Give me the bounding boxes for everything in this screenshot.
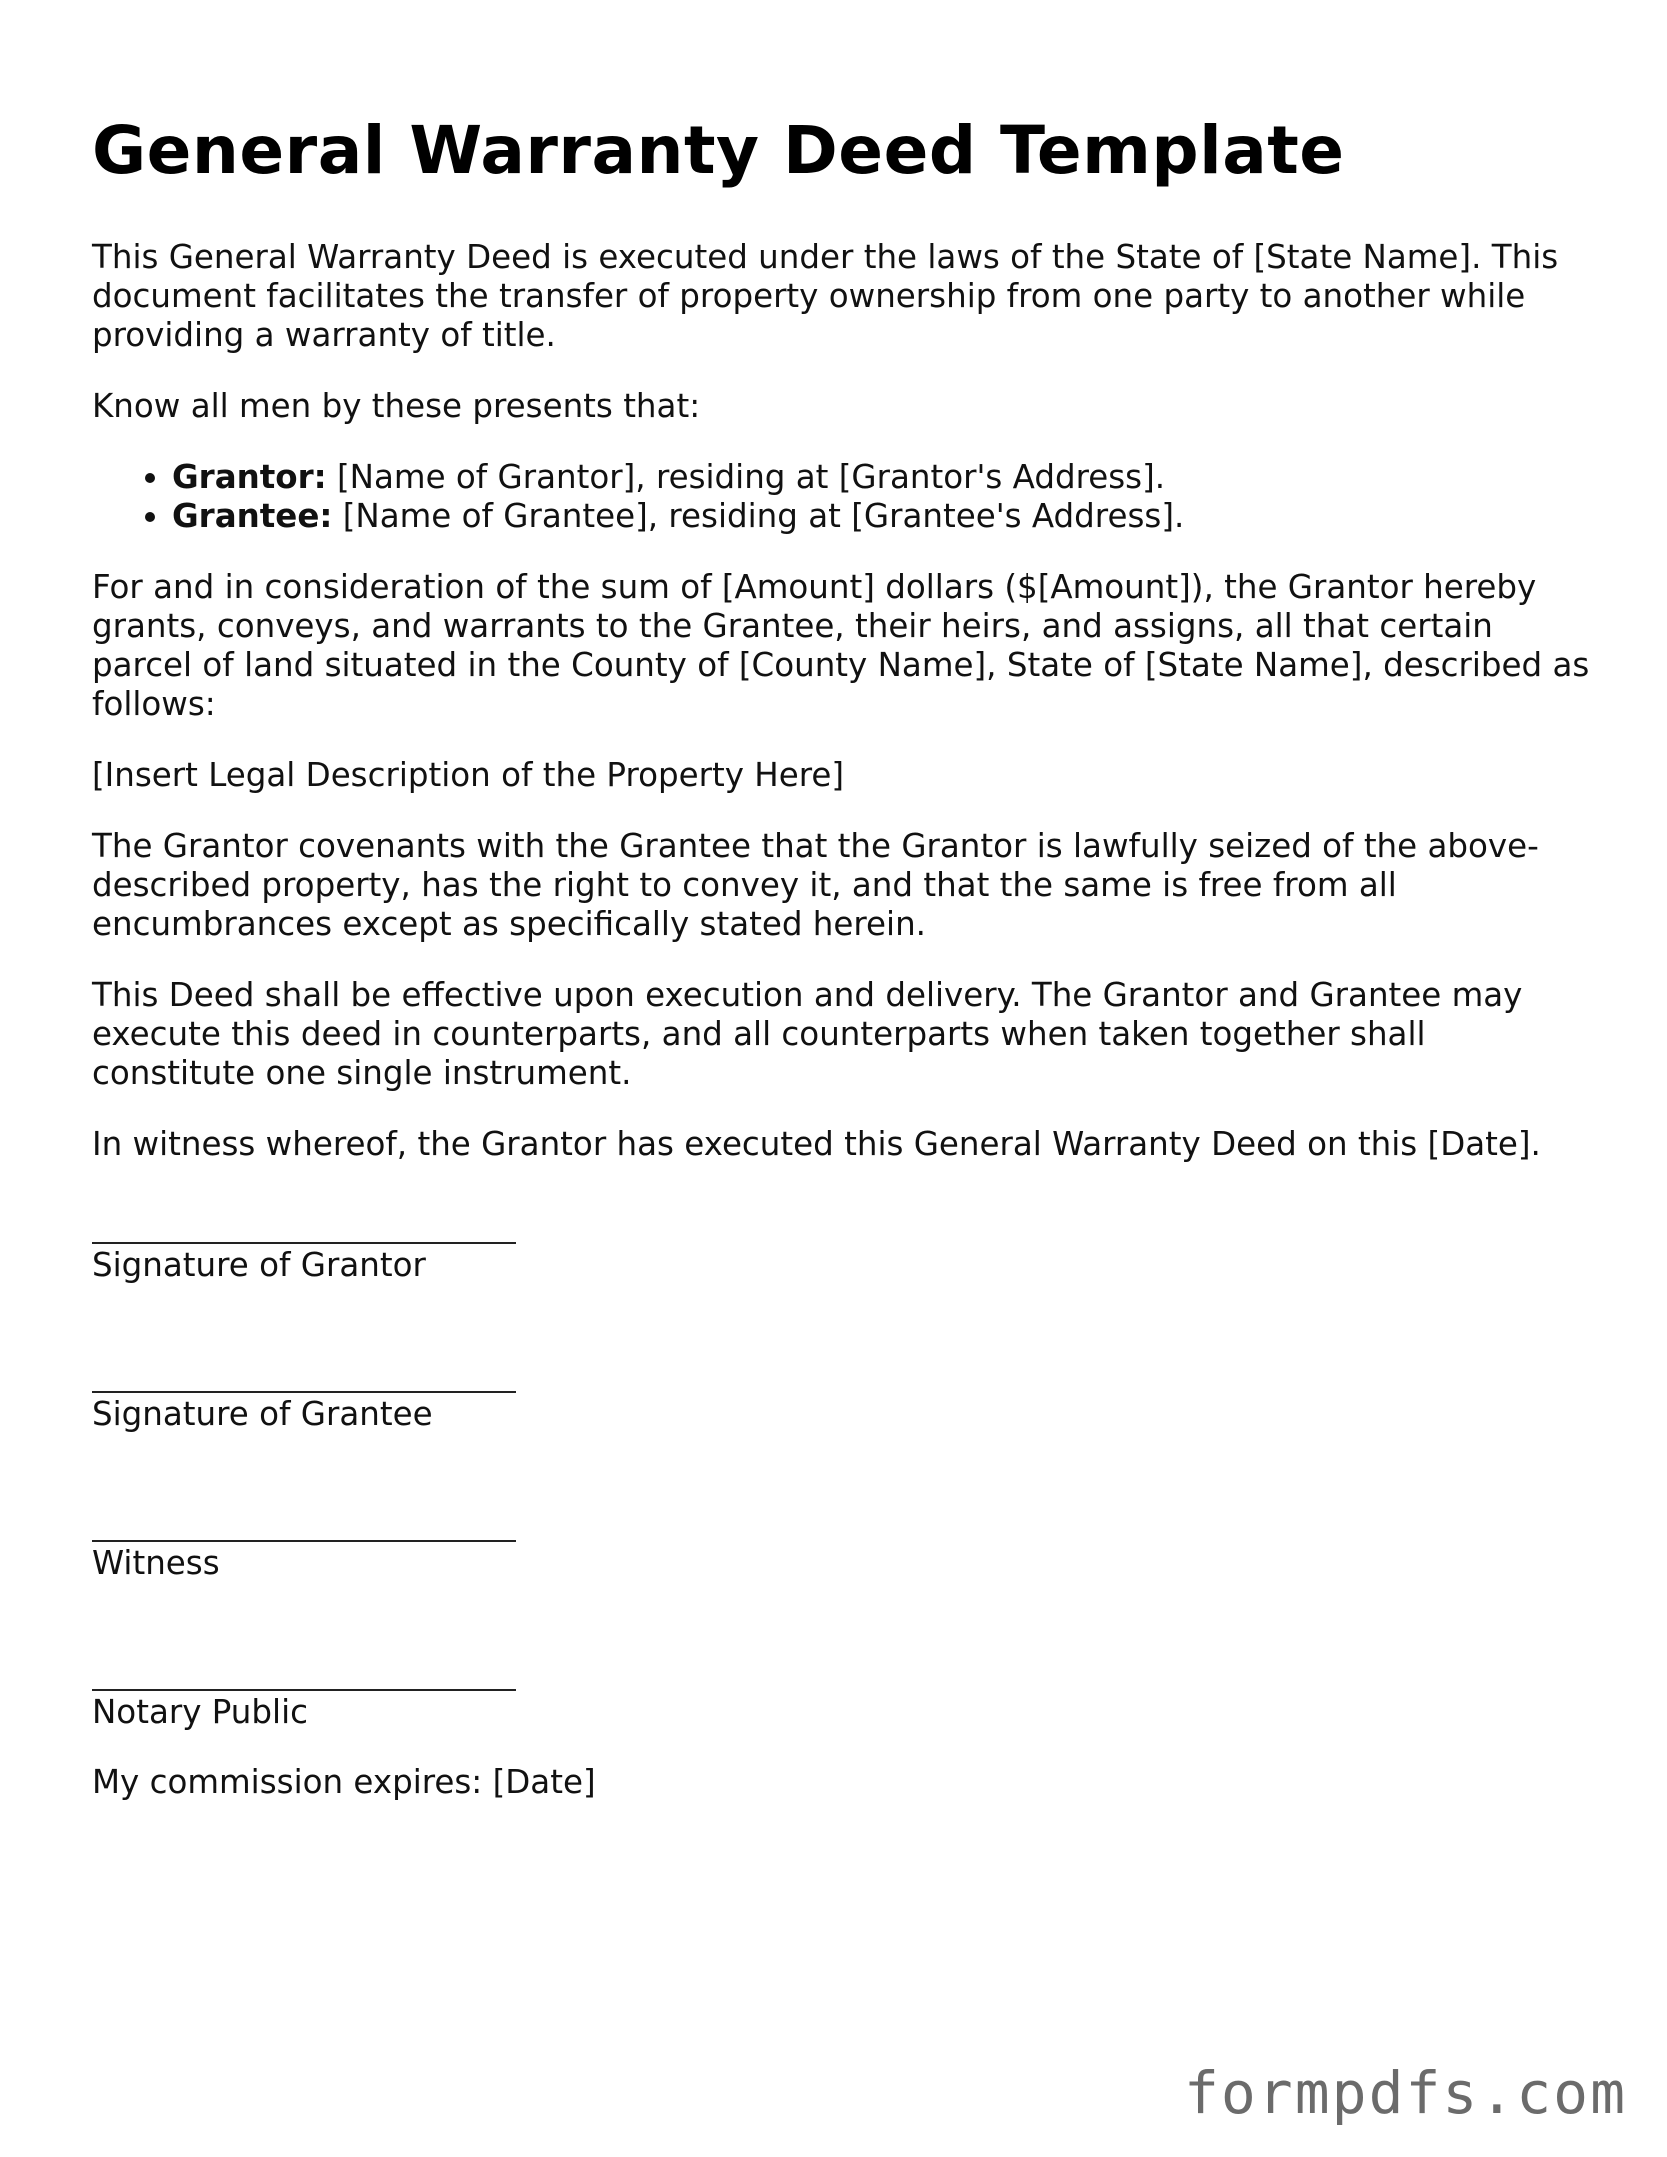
signature-block	[92, 1206, 1592, 1731]
signature-grantor	[92, 1206, 1592, 1284]
signature-witness	[92, 1504, 1592, 1582]
party-grantor-text: [Name of Grantor], residing at [Grantor's Address].	[326, 458, 1166, 496]
party-grantee-label: Grantee:	[172, 497, 333, 535]
signature-line-witness[interactable]	[92, 1504, 516, 1542]
signature-label-grantee: Signature of Grantee	[92, 1395, 433, 1433]
intro-paragraph: This General Warranty Deed is executed under the laws of the State of [State Name]. This document facilitates the transfer of property ownership from one party to another while providing a warranty of title.	[92, 238, 1559, 354]
party-grantee	[172, 497, 1592, 536]
legal-description: [Insert Legal Description of the Property Here]	[92, 756, 845, 794]
know-all-paragraph: Know all men by these presents that:	[92, 387, 701, 425]
party-grantor-label: Grantor:	[172, 458, 327, 496]
signature-label-notary: Notary Public	[92, 1693, 308, 1731]
party-grantee-text: [Name of Grantee], residing at [Grantee's Address].	[332, 497, 1185, 535]
document-title: General Warranty Deed Template	[92, 112, 1345, 189]
signature-line-grantee[interactable]	[92, 1355, 516, 1393]
signature-line-notary[interactable]	[92, 1653, 516, 1691]
witness-clause: In witness whereof, the Grantor has executed this General Warranty Deed on this [Date].	[92, 1125, 1541, 1163]
signature-line-grantor[interactable]	[92, 1206, 516, 1244]
covenant-paragraph: The Grantor covenants with the Grantee that the Grantor is lawfully seized of the above-described property, has the right to convey it, and that the same is free from all encumbrances except as specifically stated herein.	[92, 827, 1539, 943]
effective-paragraph: This Deed shall be effective upon execution and delivery. The Grantor and Grantee may execute this deed in counterparts, and all counterparts when taken together shall constitute one single instrument.	[92, 976, 1523, 1092]
commission-expiry: My commission expires: [Date]	[92, 1763, 596, 1801]
signature-label-witness: Witness	[92, 1544, 220, 1582]
signature-grantee	[92, 1355, 1592, 1433]
consideration-paragraph: For and in consideration of the sum of [Amount] dollars ($[Amount]), the Grantor hereby grants, conveys, and warrants to the Grantee, their heirs, and assigns, all that certain parcel of land situated in the County of [County Name], State of [State Name], described as follows:	[92, 568, 1590, 723]
signature-notary	[92, 1653, 1592, 1731]
watermark-text: formpdfs.com	[1183, 2059, 1627, 2127]
document-page	[92, 112, 1592, 1834]
parties-list	[92, 458, 1592, 536]
signature-label-grantor: Signature of Grantor	[92, 1246, 426, 1284]
party-grantor	[172, 458, 1592, 497]
